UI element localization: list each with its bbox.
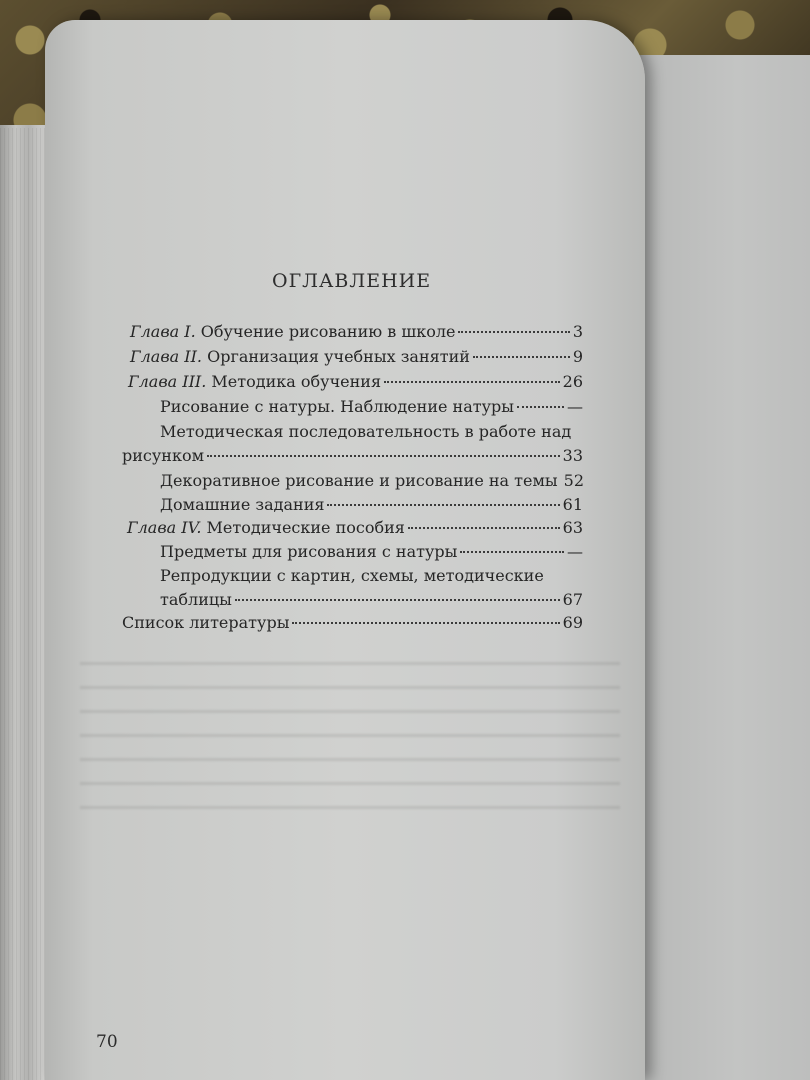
entry-page: 61 [562, 495, 583, 514]
entry-title: Рисование с натуры. Наблюдение натуры [160, 397, 514, 416]
entry-title: Обучение рисованию в школе [200, 322, 456, 341]
entry-title: Репродукции с картин, схемы, методические [160, 566, 544, 585]
dot-leader [458, 331, 569, 333]
dot-leader [408, 527, 560, 529]
entry-page: — [567, 542, 583, 561]
toc-entry [160, 471, 583, 490]
toc-entry [160, 397, 583, 416]
chapter-prefix: Глава I. [130, 322, 196, 341]
dot-leader [460, 551, 564, 553]
toc-heading: ОГЛАВЛЕНИЕ [272, 270, 432, 292]
chapter-prefix: Глава IV. [127, 518, 202, 537]
entry-page: 69 [562, 613, 583, 632]
dot-leader [207, 455, 560, 457]
toc-entry [127, 518, 583, 537]
entry-page: 33 [562, 446, 583, 465]
entry-title: Домашние задания [160, 495, 325, 514]
toc-entry [128, 372, 583, 391]
toc-entry [122, 446, 583, 465]
page-number: 70 [96, 1032, 118, 1052]
toc-entry [122, 613, 583, 632]
entry-title: Список литературы [122, 613, 290, 632]
dot-leader [327, 504, 559, 506]
entry-title-continued: рисунком [122, 446, 205, 465]
entry-title: Предметы для рисования с натуры [160, 542, 458, 561]
dot-leader [292, 622, 559, 624]
dot-leader [235, 599, 560, 601]
entry-title: Методическая последовательность в работе над [160, 422, 572, 441]
chapter-prefix: Глава III. [128, 372, 207, 391]
dot-leader [473, 356, 570, 358]
toc-entry [160, 542, 583, 561]
entry-title: Организация учебных занятий [207, 347, 470, 366]
entry-page: 9 [572, 347, 583, 366]
entry-page: 3 [572, 322, 583, 341]
entry-title: Методические пособия [206, 518, 405, 537]
dot-leader [384, 381, 560, 383]
toc-entry [160, 590, 583, 609]
entry-page: 26 [562, 372, 583, 391]
toc-entry [130, 322, 583, 341]
entry-title: Декоративное рисование и рисование на темы [160, 471, 558, 490]
entry-title: Методика обучения [211, 372, 382, 391]
entry-page: — [567, 397, 583, 416]
dot-leader [517, 406, 564, 408]
toc-entry [130, 347, 583, 366]
entry-page: 52 [563, 471, 585, 490]
entry-page: 63 [562, 518, 583, 537]
chapter-prefix: Глава II. [130, 347, 202, 366]
entry-page: 67 [562, 590, 583, 609]
entry-title-continued: таблицы [160, 590, 232, 609]
toc-entry [160, 495, 583, 514]
